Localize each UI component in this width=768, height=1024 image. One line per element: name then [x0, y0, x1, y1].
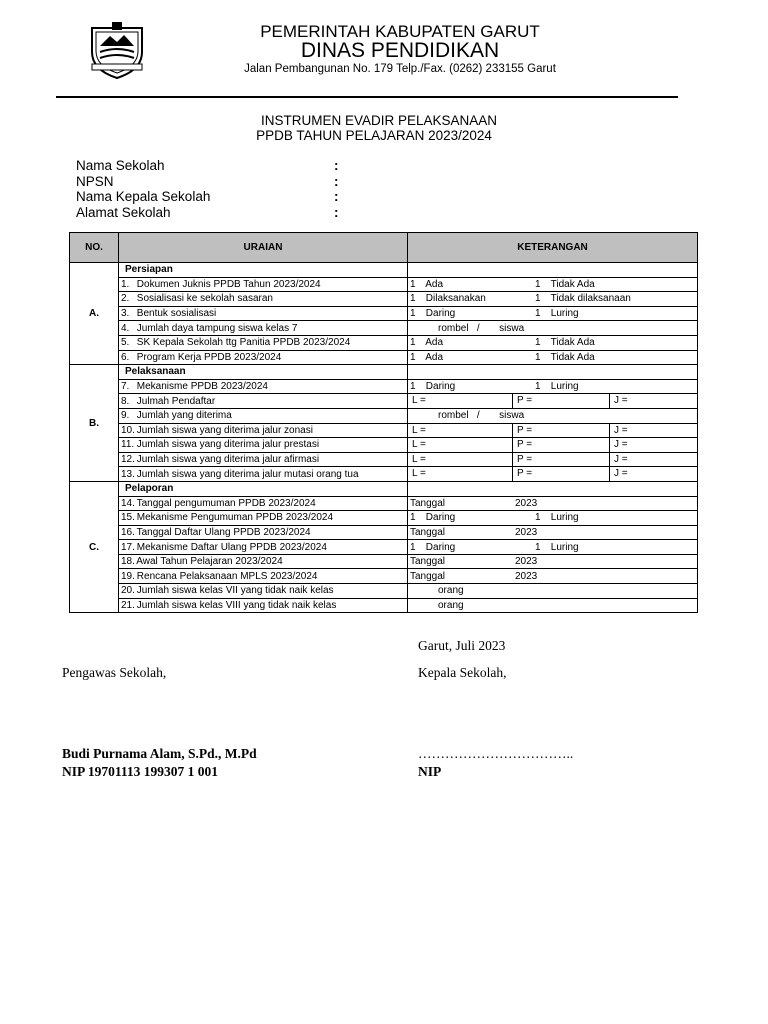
item-text: Mekanisme PPDB 2023/2024 [136, 381, 268, 393]
keterangan-cell [408, 584, 698, 599]
option-label: Luring [550, 541, 579, 553]
date-year: 2023 [515, 556, 538, 568]
item-number: 20. [121, 585, 135, 597]
table-row [70, 438, 698, 453]
item-text: Jumlah siswa yang diterima jalur zonasi [136, 424, 313, 436]
table-row [70, 598, 698, 613]
item-cell [119, 277, 408, 292]
table-row [70, 511, 698, 526]
item-number: 4. [121, 322, 130, 334]
item-text: SK Kepala Sekolah ttg Panitia PPDB 2023/2024 [136, 337, 351, 349]
keterangan-cell [408, 350, 698, 365]
section-number: B. [70, 365, 119, 482]
header-government: PEMERINTAH KABUPATEN GARUT [260, 22, 540, 41]
item-number: 1. [121, 278, 130, 290]
option-label: Dilaksanakan [425, 293, 486, 305]
item-number: 7. [121, 381, 130, 393]
option-label: Luring [550, 381, 579, 393]
date-year: 2023 [515, 526, 538, 538]
item-number: 14. [121, 497, 135, 509]
item-cell [119, 306, 408, 321]
info-label: Nama Sekolah [76, 158, 165, 173]
keterangan-cell [408, 496, 698, 511]
garut-regency-logo [86, 18, 148, 80]
header-address: Jalan Pembangunan No. 179 Telp./Fax. (0262) 233155 Garut [244, 63, 556, 75]
item-cell [119, 569, 408, 584]
item-cell [119, 584, 408, 599]
keterangan-cell [408, 467, 698, 482]
info-label: Alamat Sekolah [76, 204, 171, 220]
keterangan-cell [408, 277, 698, 292]
item-text: Julmah Pendaftar [136, 395, 216, 407]
count-p: P = [513, 467, 610, 481]
item-text: Rencana Pelaksanaan MPLS 2023/2024 [136, 570, 318, 582]
option-label: Ada [425, 337, 444, 349]
option-box[interactable]: 1 [535, 293, 541, 305]
info-row [76, 205, 339, 221]
info-row [76, 189, 339, 205]
option-box[interactable]: 1 [535, 308, 541, 320]
option-label: Daring [425, 512, 456, 524]
header-agency: DINAS PENDIDIKAN [300, 39, 500, 62]
table-row [70, 423, 698, 438]
keterangan-cell [408, 554, 698, 569]
table-row [70, 408, 698, 423]
item-number: 9. [121, 410, 130, 422]
header-keterangan: KETERANGAN [408, 233, 698, 263]
section-title: Persiapan [119, 263, 408, 278]
option-box[interactable]: 1 [410, 308, 416, 320]
item-number: 21. [121, 599, 135, 611]
count-j: J = [614, 424, 628, 436]
table-row [70, 306, 698, 321]
keterangan-cell [408, 292, 698, 307]
count-l: L = [408, 438, 513, 452]
count-l: L = [408, 467, 513, 481]
table-row [70, 554, 698, 569]
count-p: P = [513, 394, 610, 408]
info-colon: : [334, 173, 339, 189]
count-p: P = [513, 438, 610, 452]
item-text: Jumlah siswa kelas VII yang tidak naik kelas [136, 585, 334, 597]
item-number: 18. [121, 556, 135, 568]
option-box[interactable]: 1 [410, 337, 416, 349]
count-l: L = [408, 453, 513, 467]
option-label: Daring [425, 381, 456, 393]
info-row [76, 174, 339, 190]
table-row [70, 292, 698, 307]
item-text: Awal Tahun Pelajaran 2023/2024 [136, 556, 283, 568]
item-text: Program Kerja PPDB 2023/2024 [136, 351, 282, 363]
place-date: Garut, Juli 2023 [418, 638, 506, 653]
info-row [76, 158, 339, 174]
item-cell [119, 511, 408, 526]
item-number: 19. [121, 570, 135, 582]
evaluation-table [69, 232, 698, 613]
option-box[interactable]: 1 [410, 293, 416, 305]
supervisor-role: Pengawas Sekolah, [62, 665, 167, 680]
table-row [70, 379, 698, 394]
keterangan-cell [408, 598, 698, 613]
item-number: 12. [121, 454, 135, 466]
item-text: Jumlah siswa kelas VIII yang tidak naik kelas [136, 599, 337, 611]
date-label: Tanggal [410, 570, 446, 582]
option-box[interactable]: 1 [410, 381, 416, 393]
info-colon: : [334, 204, 339, 220]
item-number: 10. [121, 424, 135, 436]
option-label: Tidak Ada [550, 351, 595, 363]
item-cell [119, 321, 408, 336]
item-number: 3. [121, 308, 130, 320]
count-p: P = [513, 424, 610, 438]
item-cell [119, 335, 408, 350]
school-info [76, 158, 339, 220]
table-row [70, 569, 698, 584]
item-text: Mekanisme Daftar Ulang PPDB 2023/2024 [136, 541, 327, 553]
keterangan-cell [408, 511, 698, 526]
item-cell [119, 423, 408, 438]
option-label: Luring [550, 308, 579, 320]
keterangan-text: orang [438, 599, 464, 611]
section-title: Pelaporan [119, 481, 408, 496]
date-year: 2023 [515, 497, 538, 509]
table-row [70, 452, 698, 467]
count-j: J = [614, 453, 628, 465]
item-number: 13. [121, 468, 135, 480]
keterangan-cell [408, 525, 698, 540]
option-label: Tidak Ada [550, 278, 595, 290]
supervisor-name: Budi Purnama Alam, S.Pd., M.Pd [62, 746, 257, 761]
option-box[interactable]: 1 [410, 351, 416, 363]
option-label: Ada [425, 351, 444, 363]
document-title: INSTRUMEN EVADIR PELAKSANAAN [260, 113, 498, 128]
keterangan-cell [408, 569, 698, 584]
item-text: Jumlah yang diterima [136, 410, 232, 422]
option-label: Tidak Ada [550, 337, 595, 349]
table-row [70, 467, 698, 482]
item-text: Jumlah daya tampung siswa kelas 7 [136, 322, 298, 334]
table-row [70, 584, 698, 599]
keterangan-text: rombel / siswa [438, 410, 525, 422]
item-text: Dokumen Juknis PPDB Tahun 2023/2024 [136, 278, 321, 290]
item-number: 6. [121, 351, 130, 363]
option-label: Daring [425, 308, 456, 320]
item-number: 16. [121, 526, 135, 538]
keterangan-cell [408, 306, 698, 321]
option-label: Luring [550, 512, 579, 524]
option-box[interactable]: 1 [535, 337, 541, 349]
section-number: A. [70, 263, 119, 365]
header-uraian: URAIAN [119, 233, 408, 263]
option-box[interactable]: 1 [535, 541, 541, 553]
item-text: Bentuk sosialisasi [136, 308, 217, 320]
item-text: Jumlah siswa yang diterima jalur afirmasi [136, 454, 320, 466]
info-label: Nama Kepala Sekolah [76, 189, 211, 204]
item-cell [119, 540, 408, 555]
option-box[interactable]: 1 [535, 351, 541, 363]
item-cell [119, 452, 408, 467]
item-cell [119, 554, 408, 569]
item-cell [119, 598, 408, 613]
count-p: P = [513, 453, 610, 467]
option-label: Daring [425, 541, 456, 553]
keterangan-text: orang [438, 585, 464, 597]
table-row [70, 350, 698, 365]
section-empty-cell [408, 481, 698, 496]
option-box[interactable]: 1 [535, 512, 541, 524]
item-cell [119, 438, 408, 453]
section-number: C. [70, 481, 119, 612]
info-colon: : [334, 158, 339, 173]
item-number: 5. [121, 337, 130, 349]
item-number: 8. [121, 395, 130, 407]
keterangan-cell [408, 379, 698, 394]
date-label: Tanggal [410, 497, 446, 509]
section-empty-cell [408, 263, 698, 278]
option-box[interactable]: 1 [410, 541, 416, 553]
keterangan-cell [408, 408, 698, 423]
date-year: 2023 [515, 570, 538, 582]
item-cell [119, 350, 408, 365]
principal-name: …………………………….. [418, 746, 574, 761]
document-subtitle: PPDB TAHUN PELAJARAN 2023/2024 [256, 128, 492, 143]
section-empty-cell [408, 365, 698, 380]
option-box[interactable]: 1 [535, 278, 541, 290]
table-row [70, 321, 698, 336]
count-j: J = [614, 468, 628, 480]
keterangan-cell [408, 452, 698, 467]
option-label: Ada [425, 278, 444, 290]
item-number: 2. [121, 293, 130, 305]
option-box[interactable]: 1 [410, 278, 416, 290]
item-cell [119, 379, 408, 394]
section-row [70, 263, 698, 278]
table-row [70, 525, 698, 540]
section-row [70, 481, 698, 496]
count-l: L = [408, 424, 513, 438]
option-box[interactable]: 1 [535, 381, 541, 393]
item-text: Mekanisme Pengumuman PPDB 2023/2024 [136, 512, 334, 524]
table-row [70, 540, 698, 555]
keterangan-cell [408, 423, 698, 438]
table-row [70, 335, 698, 350]
item-number: 17. [121, 541, 135, 553]
section-row [70, 365, 698, 380]
header-no: NO. [70, 233, 119, 263]
info-colon: : [334, 189, 339, 204]
date-label: Tanggal [410, 526, 446, 538]
keterangan-cell [408, 321, 698, 336]
item-cell [119, 408, 408, 423]
supervisor-nip: NIP 19701113 199307 1 001 [62, 764, 219, 779]
table-row [70, 496, 698, 511]
keterangan-cell [408, 394, 698, 409]
item-text: Tanggal Daftar Ulang PPDB 2023/2024 [136, 526, 311, 538]
item-cell [119, 467, 408, 482]
principal-nip: NIP [418, 764, 442, 779]
count-j: J = [614, 395, 628, 407]
keterangan-cell [408, 540, 698, 555]
item-text: Sosialisasi ke sekolah sasaran [136, 293, 273, 305]
item-number: 15. [121, 512, 135, 524]
date-label: Tanggal [410, 556, 446, 568]
item-cell [119, 292, 408, 307]
option-box[interactable]: 1 [410, 512, 416, 524]
count-j: J = [614, 439, 628, 451]
keterangan-text: rombel / siswa [438, 322, 525, 334]
principal-role: Kepala Sekolah, [418, 665, 507, 680]
item-number: 11. [121, 439, 135, 451]
info-label: NPSN [76, 173, 114, 189]
item-cell [119, 525, 408, 540]
section-title: Pelaksanaan [119, 365, 408, 380]
keterangan-cell [408, 335, 698, 350]
option-label: Tidak dilaksanaan [550, 293, 631, 305]
item-cell [119, 496, 408, 511]
item-text: Jumlah siswa yang diterima jalur mutasi orang tua [136, 468, 359, 480]
table-row [70, 277, 698, 292]
item-text: Jumlah siswa yang diterima jalur prestasi [136, 439, 320, 451]
table-row [70, 394, 698, 409]
count-l: L = [408, 394, 513, 408]
keterangan-cell [408, 438, 698, 453]
item-cell [119, 394, 408, 409]
item-text: Tanggal pengumuman PPDB 2023/2024 [136, 497, 316, 509]
header-divider [56, 96, 678, 98]
